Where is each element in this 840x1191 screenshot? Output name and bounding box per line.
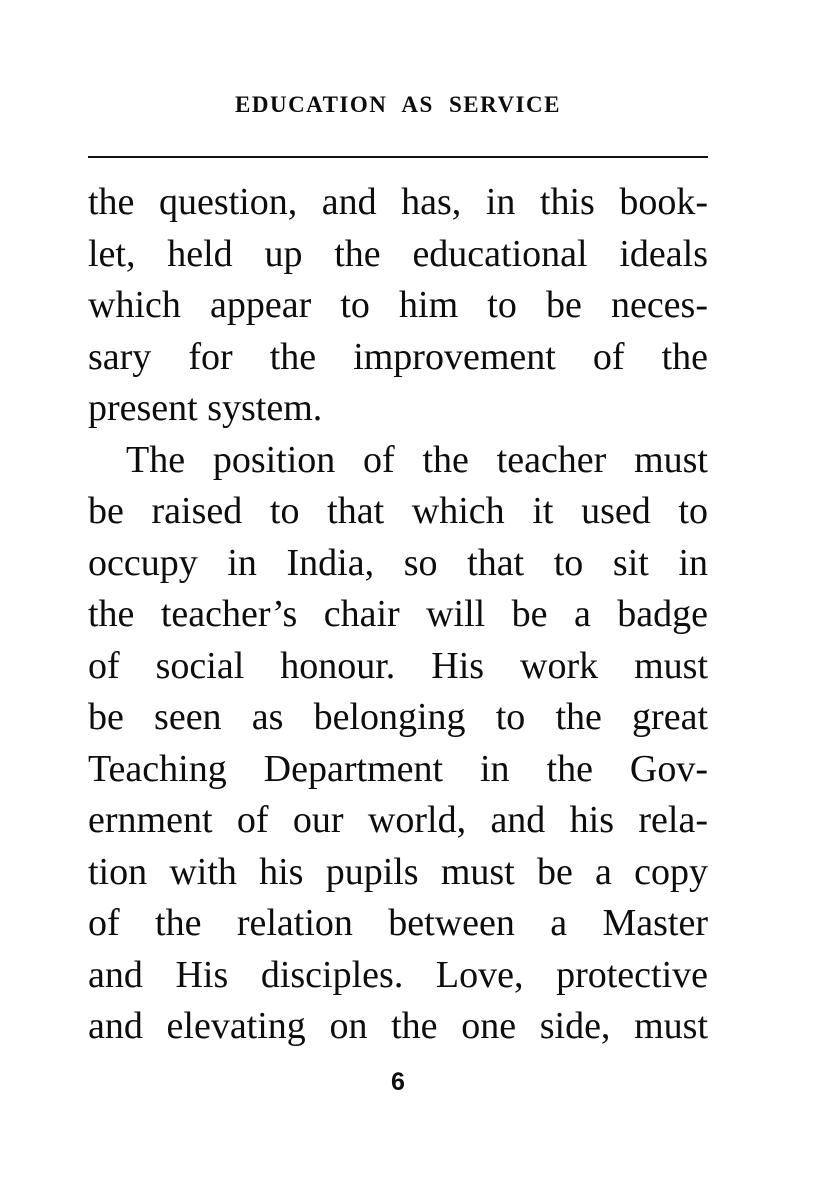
text-line: be raised to that which it used to [88,490,708,532]
text-line: sary for the improvement of the [88,335,708,378]
header-divider [88,156,708,158]
text-line: of social honour. His work must [88,644,708,687]
text-line: the question, and has, in this book- [88,181,708,223]
text-line: of the relation between a Master [88,902,708,944]
text-line: Teaching Department in the Gov- [88,747,708,790]
page-body-text [88,177,708,1053]
paragraph-first-line: The position of the teacher must [126,438,708,481]
text-line: ernment of our world, and his rela- [88,799,708,841]
text-line: and elevating on the one side, must [88,1005,708,1047]
running-head-title: EDUCATION AS SERVICE [235,92,561,117]
text-line: occupy in India, so that to sit in [88,541,708,584]
text-line: be seen as belonging to the great [88,696,708,738]
text-line: which appear to him to be neces- [88,284,708,326]
text-line: present system. [88,387,323,429]
text-line: the teacher’s chair will be a badge [88,593,708,635]
page-number: 6 [391,1068,405,1096]
text-line: let, held up the educational ideals [88,232,708,275]
text-line: tion with his pupils must be a copy [88,850,708,893]
text-line: and His disciples. Love, protective [88,953,708,996]
